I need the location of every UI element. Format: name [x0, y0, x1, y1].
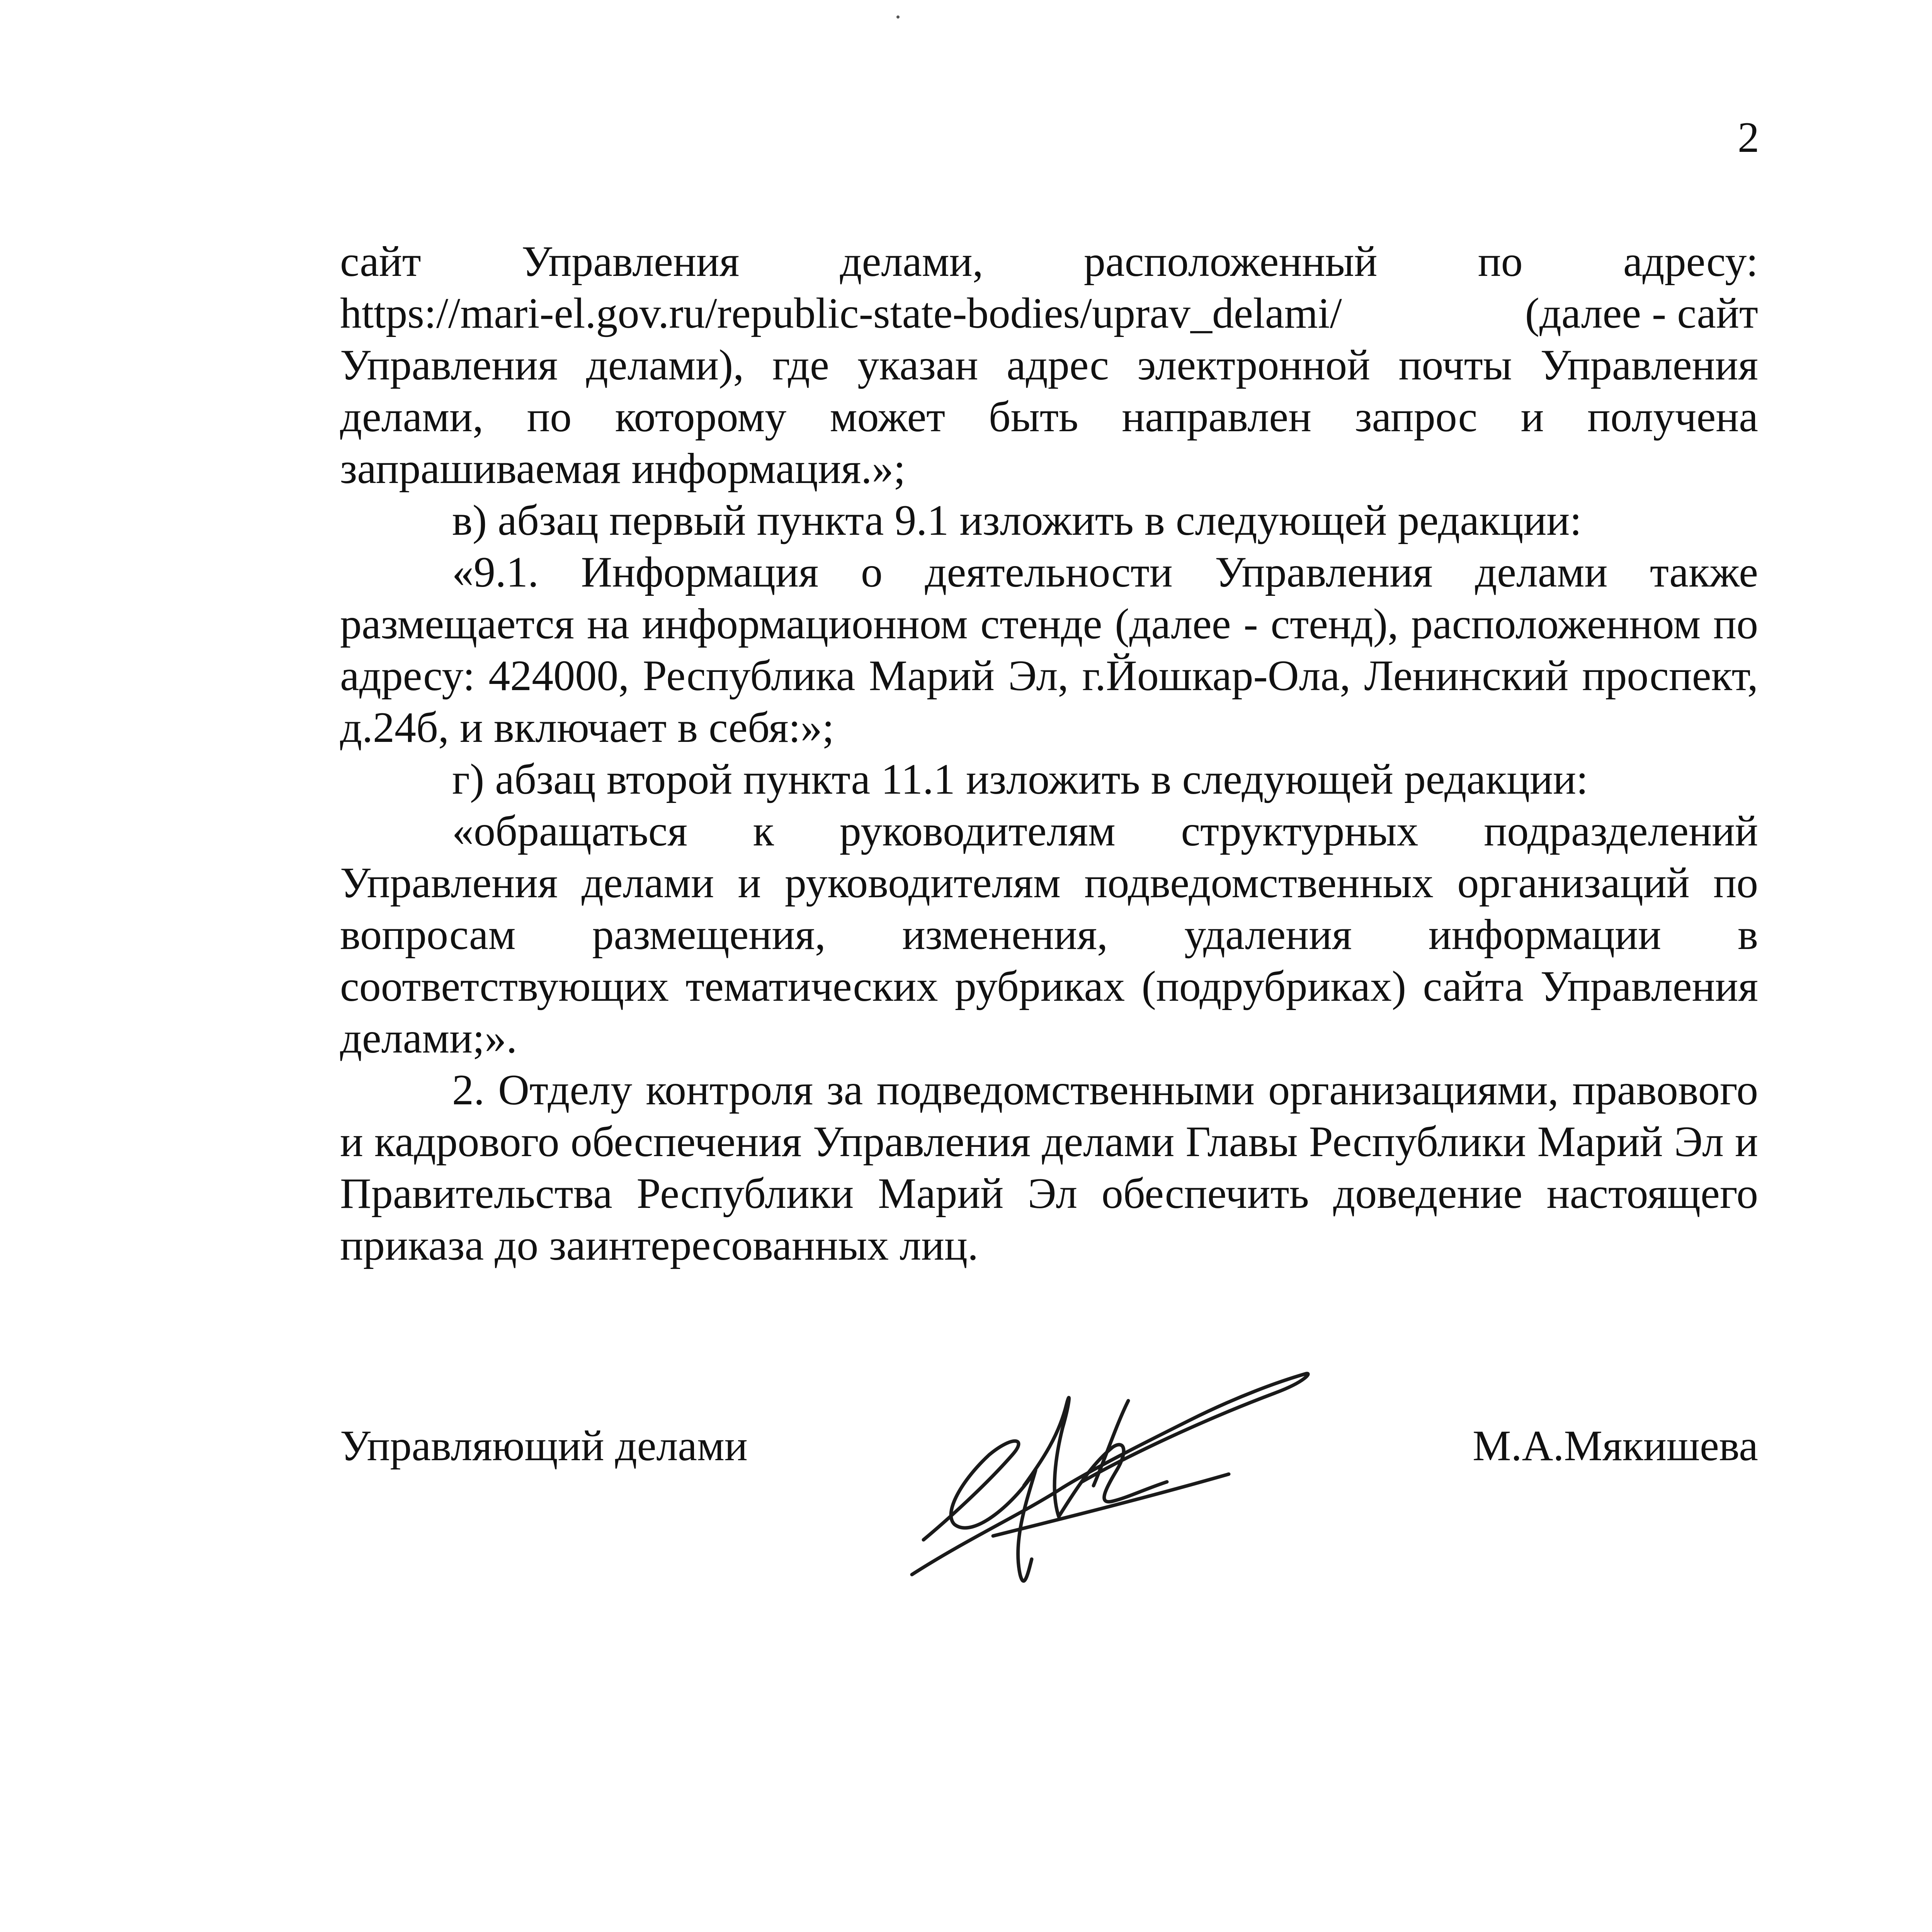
paragraph-item-11-1: «обращаться к руководителям структурных подразделений Управления делами и руководителям подведомственных организаций по вопросам размещения, изменения, удаления информации в соответствующих тематических рубриках (подрубриках) сайта Управления делами;». [340, 807, 1758, 1062]
signature-block [340, 1420, 1758, 1582]
scan-artifact-dot [896, 15, 900, 19]
paragraph-site-url-line [340, 287, 1758, 339]
signatory-title: Управляющий делами [340, 1422, 748, 1470]
paragraph-item-9-1: «9.1. Информация о деятельности Управления делами также размещается на информационном стенде (далее - стенд), расположенном по адресу: 424000, Республика Марий Эл, г.Йошкар-Ола, Ленинский проспект, д.24б, и включает в себя:»; [340, 548, 1758, 752]
site-url-suffix: (далее - сайт [1525, 289, 1758, 337]
page-number: 2 [1738, 114, 1759, 162]
paragraph-site-address-rest: Управления делами), где указан адрес электронной почты Управления делами, по которому может быть направлен запрос и получена запрашиваемая информация.»; [340, 341, 1758, 493]
document-body [340, 236, 1758, 1271]
handwritten-signature [896, 1358, 1321, 1590]
site-url: https://mari-el.gov.ru/republic-state-bodies/uprav_delami/ [340, 289, 1342, 337]
paragraph-site-address-line: сайт Управления делами, расположенный по адресу: [340, 238, 1758, 286]
signatory-name: М.А.Мякишева [1473, 1422, 1758, 1470]
paragraph-item-g: г) абзац второй пункта 11.1 изложить в следующей редакции: [452, 755, 1588, 803]
paragraph-item-v: в) абзац первый пункта 9.1 изложить в следующей редакции: [452, 497, 1582, 544]
paragraph-item-2: 2. Отделу контроля за подведомственными организациями, правового и кадрового обеспечения Управления делами Главы Республики Марий Эл и Правительства Республики Марий Эл обеспечить доведение настоящего приказа до заинтересованных лиц. [340, 1066, 1758, 1269]
